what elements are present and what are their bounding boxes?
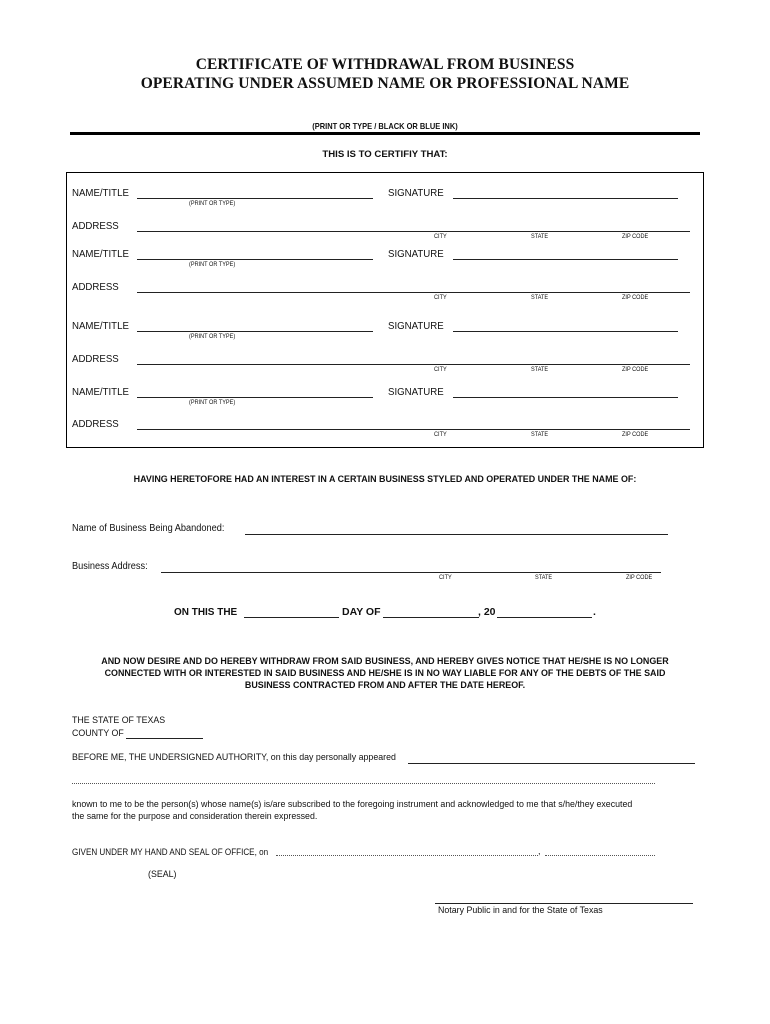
city-hint: CITY <box>434 233 447 240</box>
business-name-label: Name of Business Being Abandoned: <box>72 523 225 534</box>
seal-label: (SEAL) <box>148 869 177 880</box>
signature-field-2[interactable] <box>453 259 678 260</box>
address-field-1[interactable] <box>137 231 690 232</box>
signature-field-1[interactable] <box>453 198 678 199</box>
day-field[interactable] <box>244 617 339 618</box>
business-address-field[interactable] <box>161 572 661 573</box>
address-label: ADDRESS <box>72 418 119 430</box>
address-label: ADDRESS <box>72 353 119 365</box>
signature-label: SIGNATURE <box>388 386 444 398</box>
appeared-continuation-field[interactable] <box>72 783 655 784</box>
form-title-line-1: CERTIFICATE OF WITHDRAWAL FROM BUSINESS <box>195 56 575 73</box>
zip-code-hint: ZIP CODE <box>626 574 653 581</box>
signers-box <box>66 172 704 448</box>
notary-public-caption: Notary Public in and for the State of Texas <box>438 905 603 916</box>
year-field[interactable] <box>497 617 592 618</box>
business-name-field[interactable] <box>245 534 668 535</box>
signature-field-3[interactable] <box>453 331 678 332</box>
zip-code-hint: ZIP CODE <box>622 294 649 301</box>
year-prefix: , 20 <box>478 606 496 618</box>
zip-code-hint: ZIP CODE <box>622 233 649 240</box>
signature-label: SIGNATURE <box>388 187 444 199</box>
state-hint: STATE <box>531 431 549 438</box>
print-or-type-hint: (PRINT OR TYPE) <box>189 261 236 268</box>
name-title-label: NAME/TITLE <box>72 248 129 260</box>
given-year-field[interactable] <box>545 855 655 856</box>
address-field-2[interactable] <box>137 292 690 293</box>
print-or-type-hint: (PRINT OR TYPE) <box>189 200 236 207</box>
given-date-field[interactable] <box>276 855 538 856</box>
address-field-3[interactable] <box>137 364 690 365</box>
state-hint: STATE <box>531 366 549 373</box>
form-title-line-2: OPERATING UNDER ASSUMED NAME OR PROFESSIONAL NAME <box>140 75 630 92</box>
name-title-field-4[interactable] <box>137 397 373 398</box>
name-title-label: NAME/TITLE <box>72 386 129 398</box>
name-title-label: NAME/TITLE <box>72 187 129 199</box>
county-of-label: COUNTY OF <box>72 728 124 739</box>
zip-code-hint: ZIP CODE <box>622 431 649 438</box>
month-field[interactable] <box>383 617 479 618</box>
print-or-type-hint: (PRINT OR TYPE) <box>189 399 236 406</box>
name-title-field-3[interactable] <box>137 331 373 332</box>
city-hint: CITY <box>439 574 452 581</box>
withdrawal-notice-line-1: AND NOW DESIRE AND DO HEREBY WITHDRAW FROM SAID BUSINESS, AND HEREBY GIVES NOTICE THAT HE/SHE IS NO LONGER <box>101 656 669 667</box>
acknowledgment-line-2: the same for the purpose and consideration therein expressed. <box>72 811 318 822</box>
signature-label: SIGNATURE <box>388 320 444 332</box>
print-or-type-hint: (PRINT OR TYPE) <box>189 333 236 340</box>
address-label: ADDRESS <box>72 281 119 293</box>
certify-heading: THIS IS TO CERTIFIY THAT: <box>322 149 448 160</box>
before-me-text: BEFORE ME, THE UNDERSIGNED AUTHORITY, on this day personally appeared <box>72 752 396 763</box>
header-rule <box>70 132 700 135</box>
name-title-label: NAME/TITLE <box>72 320 129 332</box>
business-address-label: Business Address: <box>72 561 148 572</box>
acknowledgment-line-1: known to me to be the person(s) whose name(s) is/are subscribed to the foregoing instrument and acknowledged to me that s/he/they executed <box>72 799 633 810</box>
date-period: . <box>593 606 596 618</box>
name-title-field-2[interactable] <box>137 259 373 260</box>
city-hint: CITY <box>434 366 447 373</box>
day-of-label: DAY OF <box>342 606 381 618</box>
address-label: ADDRESS <box>72 220 119 232</box>
state-of-texas: THE STATE OF TEXAS <box>72 715 166 726</box>
address-field-4[interactable] <box>137 429 690 430</box>
withdrawal-notice-line-3: BUSINESS CONTRACTED FROM AND AFTER THE DATE HEREOF. <box>244 680 526 691</box>
given-under-hand-text: GIVEN UNDER MY HAND AND SEAL OF OFFICE, on <box>72 847 269 857</box>
name-title-field-1[interactable] <box>137 198 373 199</box>
ink-instruction: (PRINT OR TYPE / BLACK OR BLUE INK) <box>312 121 458 131</box>
city-hint: CITY <box>434 294 447 301</box>
state-hint: STATE <box>535 574 553 581</box>
given-comma: , <box>538 846 541 856</box>
personally-appeared-field[interactable] <box>408 763 695 764</box>
state-hint: STATE <box>531 233 549 240</box>
state-hint: STATE <box>531 294 549 301</box>
on-this-the-label: ON THIS THE <box>174 606 238 618</box>
signature-label: SIGNATURE <box>388 248 444 260</box>
having-interest-heading: HAVING HERETOFORE HAD AN INTEREST IN A CERTAIN BUSINESS STYLED AND OPERATED UNDER THE NAME OF: <box>133 474 637 485</box>
city-hint: CITY <box>434 431 447 438</box>
notary-signature-field[interactable] <box>435 903 693 904</box>
county-field[interactable] <box>126 738 203 739</box>
zip-code-hint: ZIP CODE <box>622 366 649 373</box>
withdrawal-notice-line-2: CONNECTED WITH OR INTERESTED IN SAID BUSINESS AND HE/SHE IS IN NO WAY LIABLE FOR ANY OF THE DEBTS OF THE SAID <box>104 668 666 679</box>
signature-field-4[interactable] <box>453 397 678 398</box>
